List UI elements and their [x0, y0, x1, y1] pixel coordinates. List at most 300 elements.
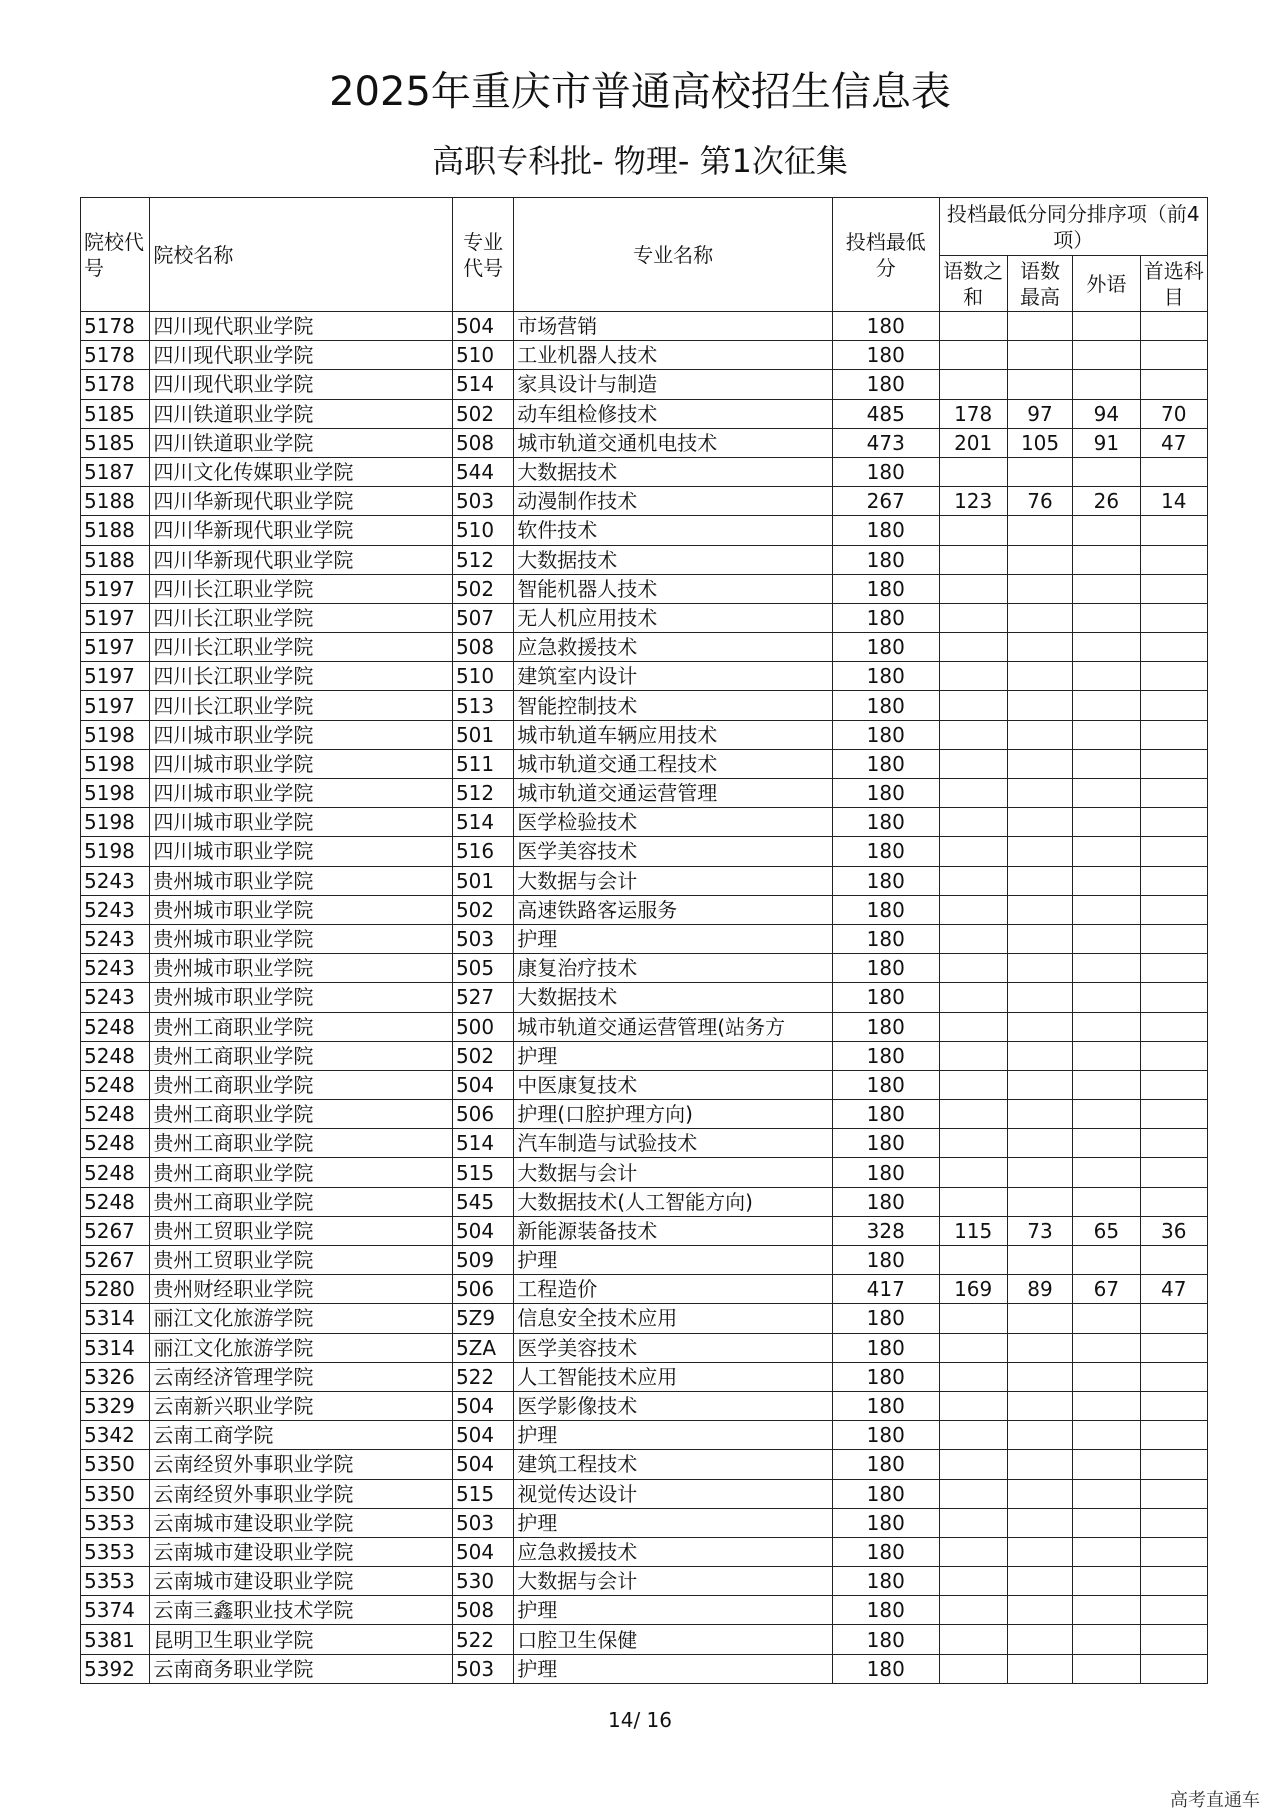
major-name-cell: 市场营销	[514, 312, 833, 341]
major-code-cell: 522	[452, 1362, 513, 1391]
major-name-cell: 大数据技术	[514, 983, 833, 1012]
sum-cell	[939, 720, 1007, 749]
foreign-cell	[1073, 983, 1140, 1012]
major-code-cell: 515	[452, 1479, 513, 1508]
first-subject-cell: 70	[1140, 399, 1207, 428]
max-cell	[1007, 1070, 1072, 1099]
min-score-cell: 180	[832, 1129, 939, 1158]
major-name-cell: 护理	[514, 1246, 833, 1275]
first-subject-cell	[1140, 1012, 1207, 1041]
first-subject-cell: 47	[1140, 1275, 1207, 1304]
school-name-cell: 四川城市职业学院	[150, 837, 453, 866]
table-row	[81, 837, 1208, 866]
min-score-cell: 180	[832, 1333, 939, 1362]
major-name-cell: 康复治疗技术	[514, 954, 833, 983]
school-code-cell: 5187	[81, 457, 150, 486]
school-code-cell: 5342	[81, 1421, 150, 1450]
foreign-cell	[1073, 1070, 1140, 1099]
foreign-cell	[1073, 1421, 1140, 1450]
first-subject-cell	[1140, 1391, 1207, 1420]
school-name-cell: 贵州工贸职业学院	[150, 1246, 453, 1275]
min-score-cell: 180	[832, 1304, 939, 1333]
table-row	[81, 428, 1208, 457]
foreign-cell	[1073, 662, 1140, 691]
min-score-cell: 180	[832, 633, 939, 662]
max-cell	[1007, 312, 1072, 341]
foreign-cell	[1073, 1362, 1140, 1391]
major-name-cell: 视觉传达设计	[514, 1479, 833, 1508]
first-subject-cell	[1140, 779, 1207, 808]
table-row	[81, 749, 1208, 778]
school-name-cell: 四川华新现代职业学院	[150, 545, 453, 574]
major-name-cell: 护理	[514, 1421, 833, 1450]
foreign-cell	[1073, 1129, 1140, 1158]
first-subject-cell	[1140, 1100, 1207, 1129]
major-code-cell: 506	[452, 1275, 513, 1304]
max-cell	[1007, 1567, 1072, 1596]
max-cell	[1007, 954, 1072, 983]
school-name-cell: 云南经济管理学院	[150, 1362, 453, 1391]
first-subject-cell	[1140, 633, 1207, 662]
foreign-cell	[1073, 895, 1140, 924]
school-name-cell: 丽江文化旅游学院	[150, 1333, 453, 1362]
first-subject-cell	[1140, 983, 1207, 1012]
sum-cell	[939, 1362, 1007, 1391]
school-name-cell: 贵州工商职业学院	[150, 1012, 453, 1041]
sum-cell	[939, 1654, 1007, 1683]
max-cell	[1007, 1537, 1072, 1566]
table-row	[81, 1537, 1208, 1566]
sum-cell: 115	[939, 1216, 1007, 1245]
sum-cell	[939, 691, 1007, 720]
school-code-cell: 5392	[81, 1654, 150, 1683]
school-code-cell: 5267	[81, 1246, 150, 1275]
max-cell	[1007, 633, 1072, 662]
first-subject-cell	[1140, 574, 1207, 603]
first-subject-cell	[1140, 924, 1207, 953]
first-subject-cell	[1140, 603, 1207, 632]
foreign-cell: 94	[1073, 399, 1140, 428]
sum-cell	[939, 1100, 1007, 1129]
sum-cell	[939, 954, 1007, 983]
school-name-cell: 云南三鑫职业技术学院	[150, 1596, 453, 1625]
sum-cell	[939, 1537, 1007, 1566]
sum-cell	[939, 574, 1007, 603]
first-subject-cell	[1140, 1187, 1207, 1216]
first-subject-cell	[1140, 1304, 1207, 1333]
max-cell	[1007, 603, 1072, 632]
major-code-cell: 514	[452, 1129, 513, 1158]
min-score-cell: 180	[832, 1246, 939, 1275]
max-cell	[1007, 1625, 1072, 1654]
min-score-cell: 180	[832, 691, 939, 720]
major-name-cell: 大数据与会计	[514, 1567, 833, 1596]
major-code-cell: 514	[452, 808, 513, 837]
table-row	[81, 487, 1208, 516]
major-code-cell: 527	[452, 983, 513, 1012]
school-name-cell: 贵州城市职业学院	[150, 866, 453, 895]
header-major-code: 专业代号	[452, 198, 513, 312]
table-row	[81, 1508, 1208, 1537]
foreign-cell	[1073, 603, 1140, 632]
foreign-cell	[1073, 633, 1140, 662]
sum-cell	[939, 516, 1007, 545]
school-code-cell: 5197	[81, 574, 150, 603]
min-score-cell: 180	[832, 341, 939, 370]
sum-cell: 178	[939, 399, 1007, 428]
major-code-cell: 511	[452, 749, 513, 778]
foreign-cell	[1073, 457, 1140, 486]
table-row	[81, 603, 1208, 632]
major-name-cell: 大数据技术(人工智能方向)	[514, 1187, 833, 1216]
major-name-cell: 城市轨道交通运营管理(站务方	[514, 1012, 833, 1041]
major-code-cell: 508	[452, 428, 513, 457]
min-score-cell: 180	[832, 1362, 939, 1391]
school-name-cell: 云南商务职业学院	[150, 1654, 453, 1683]
foreign-cell	[1073, 1187, 1140, 1216]
max-cell	[1007, 808, 1072, 837]
school-name-cell: 四川现代职业学院	[150, 370, 453, 399]
foreign-cell	[1073, 1625, 1140, 1654]
min-score-cell: 485	[832, 399, 939, 428]
header-max: 语数最高	[1007, 256, 1072, 312]
school-name-cell: 贵州城市职业学院	[150, 983, 453, 1012]
school-code-cell: 5185	[81, 399, 150, 428]
min-score-cell: 180	[832, 1567, 939, 1596]
school-name-cell: 贵州城市职业学院	[150, 895, 453, 924]
sum-cell	[939, 749, 1007, 778]
school-code-cell: 5314	[81, 1304, 150, 1333]
header-first-subject: 首选科目	[1140, 256, 1207, 312]
max-cell	[1007, 837, 1072, 866]
major-code-cell: 502	[452, 895, 513, 924]
max-cell	[1007, 1508, 1072, 1537]
page-title: 2025年重庆市普通高校招生信息表	[329, 69, 951, 115]
major-name-cell: 护理	[514, 1041, 833, 1070]
max-cell	[1007, 720, 1072, 749]
major-code-cell: 504	[452, 1070, 513, 1099]
first-subject-cell: 36	[1140, 1216, 1207, 1245]
major-code-cell: 512	[452, 545, 513, 574]
major-name-cell: 口腔卫生保健	[514, 1625, 833, 1654]
first-subject-cell	[1140, 1421, 1207, 1450]
foreign-cell	[1073, 1537, 1140, 1566]
major-name-cell: 软件技术	[514, 516, 833, 545]
school-code-cell: 5243	[81, 954, 150, 983]
page-number: 14/ 16	[608, 1708, 672, 1732]
min-score-cell: 180	[832, 545, 939, 574]
max-cell	[1007, 1187, 1072, 1216]
min-score-cell: 180	[832, 983, 939, 1012]
school-code-cell: 5381	[81, 1625, 150, 1654]
sum-cell	[939, 370, 1007, 399]
major-code-cell: 500	[452, 1012, 513, 1041]
major-name-cell: 动漫制作技术	[514, 487, 833, 516]
major-name-cell: 汽车制造与试验技术	[514, 1129, 833, 1158]
table-row	[81, 779, 1208, 808]
sum-cell	[939, 1479, 1007, 1508]
table-row	[81, 312, 1208, 341]
major-code-cell: 545	[452, 1187, 513, 1216]
major-name-cell: 护理	[514, 924, 833, 953]
foreign-cell	[1073, 341, 1140, 370]
school-name-cell: 四川城市职业学院	[150, 749, 453, 778]
sum-cell	[939, 837, 1007, 866]
school-code-cell: 5197	[81, 691, 150, 720]
foreign-cell	[1073, 691, 1140, 720]
first-subject-cell	[1140, 895, 1207, 924]
major-name-cell: 无人机应用技术	[514, 603, 833, 632]
major-code-cell: 522	[452, 1625, 513, 1654]
school-code-cell: 5178	[81, 312, 150, 341]
major-code-cell: 504	[452, 1421, 513, 1450]
max-cell: 76	[1007, 487, 1072, 516]
major-code-cell: 504	[452, 1537, 513, 1566]
major-name-cell: 建筑室内设计	[514, 662, 833, 691]
sum-cell: 201	[939, 428, 1007, 457]
school-code-cell: 5198	[81, 749, 150, 778]
min-score-cell: 180	[832, 954, 939, 983]
foreign-cell	[1073, 954, 1140, 983]
min-score-cell: 180	[832, 662, 939, 691]
table-row	[81, 370, 1208, 399]
foreign-cell	[1073, 1391, 1140, 1420]
major-name-cell: 建筑工程技术	[514, 1450, 833, 1479]
max-cell: 105	[1007, 428, 1072, 457]
max-cell	[1007, 895, 1072, 924]
major-code-cell: 504	[452, 1216, 513, 1245]
major-name-cell: 护理	[514, 1654, 833, 1683]
first-subject-cell	[1140, 1479, 1207, 1508]
foreign-cell	[1073, 516, 1140, 545]
table-row	[81, 516, 1208, 545]
min-score-cell: 473	[832, 428, 939, 457]
school-name-cell: 云南经贸外事职业学院	[150, 1479, 453, 1508]
school-code-cell: 5248	[81, 1129, 150, 1158]
school-name-cell: 贵州工商职业学院	[150, 1158, 453, 1187]
school-code-cell: 5188	[81, 516, 150, 545]
min-score-cell: 267	[832, 487, 939, 516]
min-score-cell: 180	[832, 1391, 939, 1420]
major-name-cell: 信息安全技术应用	[514, 1304, 833, 1333]
foreign-cell	[1073, 749, 1140, 778]
min-score-cell: 180	[832, 749, 939, 778]
max-cell	[1007, 1012, 1072, 1041]
school-code-cell: 5314	[81, 1333, 150, 1362]
sum-cell	[939, 779, 1007, 808]
school-name-cell: 贵州工商职业学院	[150, 1129, 453, 1158]
min-score-cell: 180	[832, 1508, 939, 1537]
foreign-cell	[1073, 1012, 1140, 1041]
major-code-cell: 509	[452, 1246, 513, 1275]
max-cell	[1007, 370, 1072, 399]
sum-cell	[939, 1596, 1007, 1625]
table-row	[81, 633, 1208, 662]
header-min-score: 投档最低分	[832, 198, 939, 312]
school-name-cell: 丽江文化旅游学院	[150, 1304, 453, 1333]
major-name-cell: 动车组检修技术	[514, 399, 833, 428]
header-school-code: 院校代号	[81, 198, 150, 312]
sum-cell	[939, 983, 1007, 1012]
sum-cell	[939, 1304, 1007, 1333]
major-name-cell: 中医康复技术	[514, 1070, 833, 1099]
sum-cell	[939, 1246, 1007, 1275]
min-score-cell: 180	[832, 895, 939, 924]
min-score-cell: 180	[832, 924, 939, 953]
major-code-cell: 516	[452, 837, 513, 866]
major-code-cell: 506	[452, 1100, 513, 1129]
sum-cell: 123	[939, 487, 1007, 516]
foreign-cell	[1073, 545, 1140, 574]
major-code-cell: 512	[452, 779, 513, 808]
first-subject-cell	[1140, 866, 1207, 895]
school-name-cell: 四川长江职业学院	[150, 691, 453, 720]
major-code-cell: 502	[452, 399, 513, 428]
first-subject-cell	[1140, 837, 1207, 866]
school-code-cell: 5197	[81, 603, 150, 632]
school-name-cell: 四川现代职业学院	[150, 341, 453, 370]
max-cell	[1007, 1333, 1072, 1362]
table-row	[81, 1158, 1208, 1187]
max-cell	[1007, 1246, 1072, 1275]
sum-cell	[939, 1508, 1007, 1537]
foreign-cell: 65	[1073, 1216, 1140, 1245]
sum-cell	[939, 1012, 1007, 1041]
first-subject-cell	[1140, 1654, 1207, 1683]
first-subject-cell	[1140, 662, 1207, 691]
sum-cell	[939, 603, 1007, 632]
first-subject-cell	[1140, 808, 1207, 837]
school-code-cell: 5188	[81, 545, 150, 574]
major-code-cell: 515	[452, 1158, 513, 1187]
school-name-cell: 四川铁道职业学院	[150, 399, 453, 428]
school-name-cell: 四川长江职业学院	[150, 574, 453, 603]
foreign-cell	[1073, 1304, 1140, 1333]
table-row	[81, 924, 1208, 953]
min-score-cell: 180	[832, 370, 939, 399]
max-cell	[1007, 545, 1072, 574]
major-code-cell: 504	[452, 1450, 513, 1479]
foreign-cell	[1073, 1596, 1140, 1625]
table-row	[81, 720, 1208, 749]
sum-cell	[939, 545, 1007, 574]
sum-cell	[939, 1450, 1007, 1479]
school-code-cell: 5248	[81, 1100, 150, 1129]
major-name-cell: 大数据与会计	[514, 1158, 833, 1187]
max-cell	[1007, 1362, 1072, 1391]
min-score-cell: 180	[832, 1012, 939, 1041]
first-subject-cell	[1140, 1567, 1207, 1596]
major-name-cell: 医学美容技术	[514, 1333, 833, 1362]
table-row	[81, 1100, 1208, 1129]
sum-cell	[939, 1129, 1007, 1158]
sum-cell	[939, 1070, 1007, 1099]
major-name-cell: 应急救援技术	[514, 1537, 833, 1566]
school-code-cell: 5374	[81, 1596, 150, 1625]
min-score-cell: 180	[832, 1421, 939, 1450]
table-row	[81, 662, 1208, 691]
major-name-cell: 应急救援技术	[514, 633, 833, 662]
table-row	[81, 1129, 1208, 1158]
max-cell	[1007, 691, 1072, 720]
school-code-cell: 5198	[81, 720, 150, 749]
foreign-cell	[1073, 1100, 1140, 1129]
school-name-cell: 四川城市职业学院	[150, 779, 453, 808]
school-name-cell: 四川长江职业学院	[150, 633, 453, 662]
school-name-cell: 四川文化传媒职业学院	[150, 457, 453, 486]
school-name-cell: 云南城市建设职业学院	[150, 1567, 453, 1596]
table-row	[81, 457, 1208, 486]
school-code-cell: 5248	[81, 1012, 150, 1041]
min-score-cell: 180	[832, 457, 939, 486]
major-code-cell: 505	[452, 954, 513, 983]
min-score-cell: 180	[832, 866, 939, 895]
major-name-cell: 智能机器人技术	[514, 574, 833, 603]
school-name-cell: 贵州城市职业学院	[150, 924, 453, 953]
school-code-cell: 5329	[81, 1391, 150, 1420]
school-name-cell: 四川铁道职业学院	[150, 428, 453, 457]
max-cell	[1007, 1304, 1072, 1333]
major-code-cell: 5ZA	[452, 1333, 513, 1362]
first-subject-cell	[1140, 1246, 1207, 1275]
first-subject-cell	[1140, 749, 1207, 778]
major-code-cell: 510	[452, 341, 513, 370]
school-name-cell: 云南经贸外事职业学院	[150, 1450, 453, 1479]
school-code-cell: 5185	[81, 428, 150, 457]
first-subject-cell	[1140, 1508, 1207, 1537]
max-cell	[1007, 1479, 1072, 1508]
first-subject-cell: 47	[1140, 428, 1207, 457]
school-code-cell: 5326	[81, 1362, 150, 1391]
school-code-cell: 5197	[81, 633, 150, 662]
school-name-cell: 贵州工贸职业学院	[150, 1216, 453, 1245]
max-cell	[1007, 516, 1072, 545]
table-body	[81, 312, 1208, 1684]
school-name-cell: 云南工商学院	[150, 1421, 453, 1450]
min-score-cell: 180	[832, 603, 939, 632]
major-code-cell: 510	[452, 516, 513, 545]
min-score-cell: 417	[832, 1275, 939, 1304]
max-cell	[1007, 866, 1072, 895]
max-cell	[1007, 457, 1072, 486]
min-score-cell: 180	[832, 1479, 939, 1508]
min-score-cell: 180	[832, 1625, 939, 1654]
school-code-cell: 5198	[81, 779, 150, 808]
sum-cell	[939, 808, 1007, 837]
min-score-cell: 328	[832, 1216, 939, 1245]
major-name-cell: 工程造价	[514, 1275, 833, 1304]
foreign-cell	[1073, 312, 1140, 341]
sum-cell	[939, 1625, 1007, 1654]
school-code-cell: 5243	[81, 895, 150, 924]
watermark-text: 高考直通车	[1170, 1790, 1260, 1811]
max-cell	[1007, 779, 1072, 808]
first-subject-cell	[1140, 691, 1207, 720]
school-name-cell: 贵州工商职业学院	[150, 1041, 453, 1070]
major-name-cell: 家具设计与制造	[514, 370, 833, 399]
admission-table	[80, 197, 1208, 1684]
min-score-cell: 180	[832, 1596, 939, 1625]
first-subject-cell	[1140, 341, 1207, 370]
foreign-cell: 91	[1073, 428, 1140, 457]
school-name-cell: 云南城市建设职业学院	[150, 1508, 453, 1537]
min-score-cell: 180	[832, 1041, 939, 1070]
major-code-cell: 507	[452, 603, 513, 632]
major-name-cell: 护理	[514, 1508, 833, 1537]
page-subtitle: 高职专科批- 物理- 第1次征集	[432, 142, 848, 180]
max-cell	[1007, 1129, 1072, 1158]
school-name-cell: 贵州城市职业学院	[150, 954, 453, 983]
